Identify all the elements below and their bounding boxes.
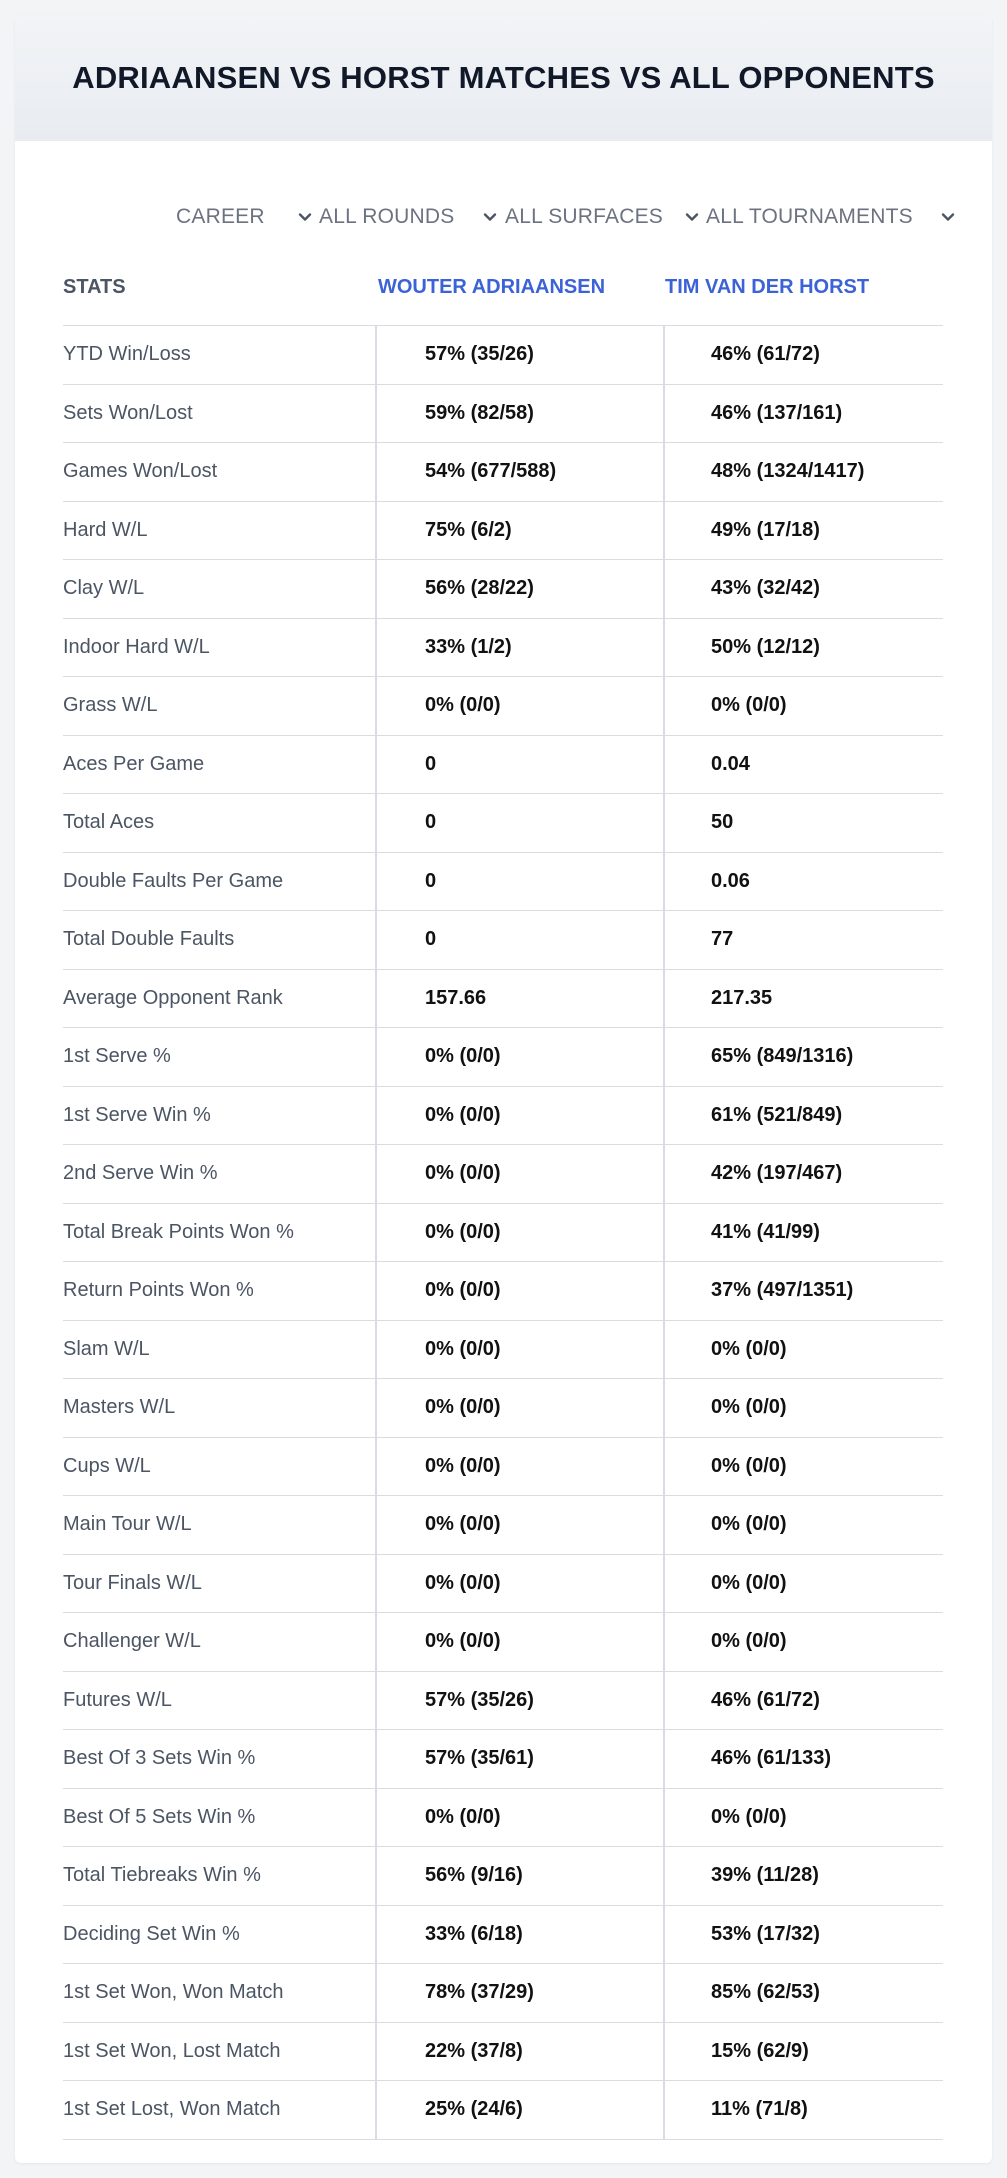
stat-label: Aces Per Game xyxy=(63,735,376,794)
player1-stat-value: 59% (82/58) xyxy=(376,384,664,443)
player2-stat-value: 48% (1324/1417) xyxy=(664,443,943,502)
stat-label: Total Double Faults xyxy=(63,911,376,970)
stat-label: Total Tiebreaks Win % xyxy=(63,1847,376,1906)
player2-stat-value: 0% (0/0) xyxy=(664,1320,943,1379)
stat-label: YTD Win/Loss xyxy=(63,326,376,385)
table-row xyxy=(63,911,943,970)
chevron-down-icon xyxy=(939,208,957,226)
table-row xyxy=(63,852,943,911)
player2-stat-value: 0% (0/0) xyxy=(664,1379,943,1438)
player2-stat-value: 46% (61/72) xyxy=(664,1671,943,1730)
player2-stat-value: 39% (11/28) xyxy=(664,1847,943,1906)
table-row xyxy=(63,794,943,853)
table-row xyxy=(63,618,943,677)
stat-label: Futures W/L xyxy=(63,1671,376,1730)
player1-stat-value: 0% (0/0) xyxy=(376,1496,664,1555)
player2-stat-value: 37% (497/1351) xyxy=(664,1262,943,1321)
surfaces-filter-label: ALL SURFACES xyxy=(505,205,664,228)
player2-stat-value: 0.04 xyxy=(664,735,943,794)
player1-stat-value: 0% (0/0) xyxy=(376,1086,664,1145)
player1-column-header[interactable]: WOUTER ADRIAANSEN xyxy=(376,249,664,326)
player2-stat-value: 77 xyxy=(664,911,943,970)
tournaments-filter-select[interactable] xyxy=(706,187,957,247)
career-filter-label: CAREER xyxy=(176,205,265,228)
table-row xyxy=(63,1554,943,1613)
player1-stat-value: 0% (0/0) xyxy=(376,1613,664,1672)
player1-stat-value: 0% (0/0) xyxy=(376,1203,664,1262)
table-header-row xyxy=(63,249,943,326)
stat-label: Total Aces xyxy=(63,794,376,853)
stat-label: Double Faults Per Game xyxy=(63,852,376,911)
player2-stat-value: 43% (32/42) xyxy=(664,560,943,619)
player2-stat-value: 217.35 xyxy=(664,969,943,1028)
table-row xyxy=(63,1847,943,1906)
player1-stat-value: 0 xyxy=(376,794,664,853)
stat-label: 1st Set Won, Won Match xyxy=(63,1964,376,2023)
player1-stat-value: 56% (9/16) xyxy=(376,1847,664,1906)
player1-stat-value: 157.66 xyxy=(376,969,664,1028)
player1-stat-value: 0% (0/0) xyxy=(376,1028,664,1087)
player1-stat-value: 0% (0/0) xyxy=(376,1554,664,1613)
player2-stat-value: 0% (0/0) xyxy=(664,677,943,736)
rounds-filter-select[interactable] xyxy=(319,187,499,247)
stats-table-body xyxy=(63,326,943,2140)
table-row xyxy=(63,501,943,560)
stat-label: Sets Won/Lost xyxy=(63,384,376,443)
chevron-down-icon xyxy=(683,208,701,226)
player1-stat-value: 0% (0/0) xyxy=(376,1262,664,1321)
table-row xyxy=(63,1145,943,1204)
stat-label: 1st Set Lost, Won Match xyxy=(63,2081,376,2140)
stat-label: Main Tour W/L xyxy=(63,1496,376,1555)
table-row xyxy=(63,1379,943,1438)
table-row xyxy=(63,1613,943,1672)
player1-stat-value: 54% (677/588) xyxy=(376,443,664,502)
rounds-filter-label: ALL ROUNDS xyxy=(319,205,455,228)
stat-label: Grass W/L xyxy=(63,677,376,736)
stat-label: Best Of 5 Sets Win % xyxy=(63,1788,376,1847)
table-row xyxy=(63,1671,943,1730)
table-row xyxy=(63,1262,943,1321)
player1-stat-value: 33% (1/2) xyxy=(376,618,664,677)
table-row xyxy=(63,677,943,736)
player2-stat-value: 65% (849/1316) xyxy=(664,1028,943,1087)
player2-stat-value: 42% (197/467) xyxy=(664,1145,943,1204)
player2-stat-value: 0% (0/0) xyxy=(664,1788,943,1847)
stat-label: Hard W/L xyxy=(63,501,376,560)
stat-label: Masters W/L xyxy=(63,1379,376,1438)
player2-stat-value: 85% (62/53) xyxy=(664,1964,943,2023)
stat-label: Return Points Won % xyxy=(63,1262,376,1321)
stat-label: 1st Set Won, Lost Match xyxy=(63,2022,376,2081)
stat-label: Total Break Points Won % xyxy=(63,1203,376,1262)
player1-stat-value: 0% (0/0) xyxy=(376,1145,664,1204)
stat-label: Deciding Set Win % xyxy=(63,1905,376,1964)
player2-stat-value: 0% (0/0) xyxy=(664,1496,943,1555)
player1-stat-value: 57% (35/26) xyxy=(376,326,664,385)
player1-stat-value: 57% (35/61) xyxy=(376,1730,664,1789)
stat-label: Tour Finals W/L xyxy=(63,1554,376,1613)
table-row xyxy=(63,1496,943,1555)
player1-stat-value: 0% (0/0) xyxy=(376,1437,664,1496)
player1-stat-value: 0% (0/0) xyxy=(376,1788,664,1847)
table-row xyxy=(63,326,943,385)
chevron-down-icon xyxy=(296,208,314,226)
table-row xyxy=(63,2081,943,2140)
table-row xyxy=(63,384,943,443)
table-row xyxy=(63,1203,943,1262)
player2-stat-value: 15% (62/9) xyxy=(664,2022,943,2081)
player2-stat-value: 0.06 xyxy=(664,852,943,911)
player1-stat-value: 57% (35/26) xyxy=(376,1671,664,1730)
player2-stat-value: 46% (61/72) xyxy=(664,326,943,385)
player1-stat-value: 0% (0/0) xyxy=(376,1320,664,1379)
player2-stat-value: 50% (12/12) xyxy=(664,618,943,677)
player2-stat-value: 49% (17/18) xyxy=(664,501,943,560)
table-row xyxy=(63,1437,943,1496)
surfaces-filter-select[interactable] xyxy=(505,187,701,247)
table-row xyxy=(63,1320,943,1379)
page-title: ADRIAANSEN VS HORST MATCHES VS ALL OPPONENTS xyxy=(72,60,935,95)
stat-label: 2nd Serve Win % xyxy=(63,1145,376,1204)
card-header xyxy=(15,15,992,141)
table-row xyxy=(63,1788,943,1847)
table-row xyxy=(63,969,943,1028)
table-row xyxy=(63,1086,943,1145)
stat-label: Average Opponent Rank xyxy=(63,969,376,1028)
player1-stat-value: 0% (0/0) xyxy=(376,677,664,736)
player1-stat-value: 0 xyxy=(376,735,664,794)
player1-stat-value: 0 xyxy=(376,852,664,911)
stat-label: Challenger W/L xyxy=(63,1613,376,1672)
player2-stat-value: 41% (41/99) xyxy=(664,1203,943,1262)
stats-column-header: STATS xyxy=(63,249,376,326)
player2-stat-value: 0% (0/0) xyxy=(664,1613,943,1672)
table-row xyxy=(63,443,943,502)
chevron-down-icon xyxy=(481,208,499,226)
player1-stat-value: 33% (6/18) xyxy=(376,1905,664,1964)
table-row xyxy=(63,2022,943,2081)
player2-stat-value: 11% (71/8) xyxy=(664,2081,943,2140)
table-row xyxy=(63,560,943,619)
stat-label: Best Of 3 Sets Win % xyxy=(63,1730,376,1789)
stats-table xyxy=(63,249,943,2140)
player2-stat-value: 0% (0/0) xyxy=(664,1554,943,1613)
stat-label: 1st Serve Win % xyxy=(63,1086,376,1145)
career-filter-select[interactable] xyxy=(176,187,314,247)
player2-stat-value: 50 xyxy=(664,794,943,853)
player1-stat-value: 75% (6/2) xyxy=(376,501,664,560)
stat-label: Games Won/Lost xyxy=(63,443,376,502)
stat-label: 1st Serve % xyxy=(63,1028,376,1087)
player2-column-header[interactable]: TIM VAN DER HORST xyxy=(664,249,943,326)
player2-stat-value: 46% (61/133) xyxy=(664,1730,943,1789)
player1-stat-value: 25% (24/6) xyxy=(376,2081,664,2140)
player1-stat-value: 78% (37/29) xyxy=(376,1964,664,2023)
table-row xyxy=(63,1964,943,2023)
player2-stat-value: 61% (521/849) xyxy=(664,1086,943,1145)
player1-stat-value: 56% (28/22) xyxy=(376,560,664,619)
player2-stat-value: 46% (137/161) xyxy=(664,384,943,443)
stat-label: Clay W/L xyxy=(63,560,376,619)
filter-bar xyxy=(15,187,992,247)
table-row xyxy=(63,1028,943,1087)
stats-card xyxy=(15,15,992,2163)
player2-stat-value: 53% (17/32) xyxy=(664,1905,943,1964)
table-row xyxy=(63,1905,943,1964)
stat-label: Cups W/L xyxy=(63,1437,376,1496)
player1-stat-value: 0% (0/0) xyxy=(376,1379,664,1438)
stat-label: Indoor Hard W/L xyxy=(63,618,376,677)
table-row xyxy=(63,1730,943,1789)
tournaments-filter-label: ALL TOURNAMENTS xyxy=(706,205,913,228)
stat-label: Slam W/L xyxy=(63,1320,376,1379)
player1-stat-value: 22% (37/8) xyxy=(376,2022,664,2081)
player2-stat-value: 0% (0/0) xyxy=(664,1437,943,1496)
player1-stat-value: 0 xyxy=(376,911,664,970)
table-row xyxy=(63,735,943,794)
